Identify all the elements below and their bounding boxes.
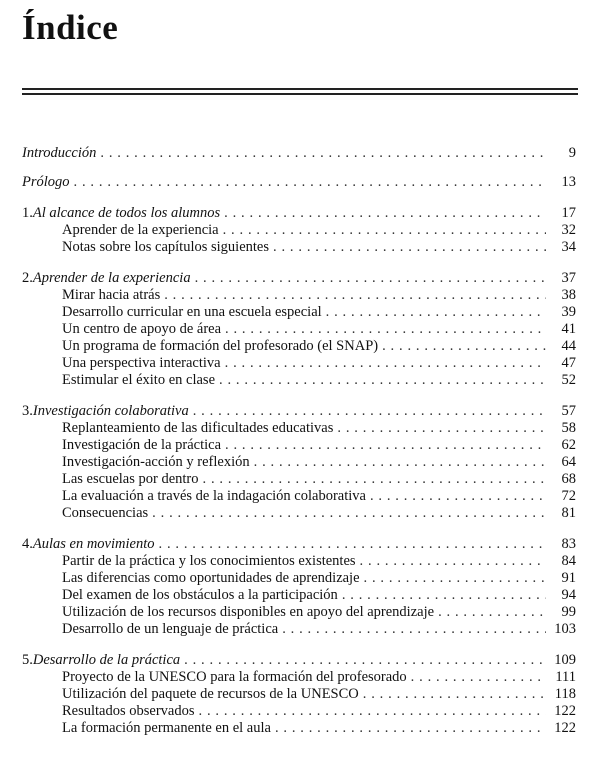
toc-section-heading[interactable] <box>22 403 576 420</box>
dot-leader <box>74 174 546 191</box>
page-number: 118 <box>554 686 576 702</box>
dot-leader <box>438 604 546 621</box>
toc-subentry[interactable] <box>22 321 576 338</box>
page-number: 91 <box>561 570 576 586</box>
page-number: 9 <box>568 145 576 161</box>
dot-leader <box>159 536 547 553</box>
dot-leader <box>219 372 546 389</box>
dot-leader <box>223 222 546 239</box>
toc-subentry[interactable] <box>22 287 576 304</box>
dot-leader <box>360 553 546 570</box>
page-number: 68 <box>561 471 576 487</box>
toc-section-heading[interactable] <box>22 174 576 191</box>
dot-leader <box>152 505 546 522</box>
dot-leader <box>337 420 546 437</box>
entry-title: La evaluación a través de la indagación colaborativa <box>62 488 366 504</box>
dot-leader <box>273 239 546 256</box>
page-number: 52 <box>561 372 576 388</box>
dot-leader <box>370 488 546 505</box>
dot-leader <box>184 652 546 669</box>
toc-section-heading[interactable] <box>22 270 576 287</box>
toc-subentry[interactable] <box>22 338 576 355</box>
entry-title: Resultados observados <box>62 703 195 719</box>
table-of-contents <box>22 145 576 737</box>
entry-title: Estimular el éxito en clase <box>62 372 216 388</box>
dot-leader <box>411 669 546 686</box>
section-gap <box>22 191 576 205</box>
toc-subentry[interactable] <box>22 471 576 488</box>
dot-leader <box>100 145 546 162</box>
entry-title: Partir de la práctica y los conocimientos existentes <box>62 553 356 569</box>
dot-leader <box>225 355 546 372</box>
page-number: 99 <box>561 604 576 620</box>
entry-title: La formación permanente en el aula <box>62 720 271 736</box>
dot-leader <box>225 437 546 454</box>
entry-title: Las diferencias como oportunidades de aprendizaje <box>62 570 360 586</box>
chapter-number: 3. <box>22 403 33 419</box>
page-number: 39 <box>561 304 576 320</box>
entry-title: Una perspectiva interactiva <box>62 355 221 371</box>
section-gap <box>22 522 576 536</box>
toc-subentry[interactable] <box>22 703 576 720</box>
toc-subentry[interactable] <box>22 304 576 321</box>
entry-title: Investigación-acción y reflexión <box>62 454 250 470</box>
page-number: 84 <box>561 553 576 569</box>
page-number: 83 <box>561 536 576 552</box>
toc-subentry[interactable] <box>22 454 576 471</box>
entry-title: Mirar hacia atrás <box>62 287 161 303</box>
page-number: 81 <box>561 505 576 521</box>
entry-title: Un programa de formación del profesorado (el SNAP) <box>62 338 379 354</box>
page-number: 44 <box>561 338 576 354</box>
page-number: 57 <box>561 403 576 419</box>
entry-title: Desarrollo curricular en una escuela especial <box>62 304 322 320</box>
entry-title: Investigación de la práctica <box>62 437 222 453</box>
section-gap <box>22 256 576 270</box>
toc-subentry[interactable] <box>22 505 576 522</box>
entry-title: Del examen de los obstáculos a la participación <box>62 587 338 603</box>
entry-title: Introducción <box>22 145 97 161</box>
toc-subentry[interactable] <box>22 239 576 256</box>
dot-leader <box>326 304 546 321</box>
page-number: 13 <box>561 174 576 190</box>
title-rule-bottom <box>22 93 578 95</box>
page-number: 72 <box>561 488 576 504</box>
entry-title: Replanteamiento de las dificultades educativas <box>62 420 334 436</box>
dot-leader <box>193 403 546 420</box>
dot-leader <box>363 686 546 703</box>
page-number: 47 <box>561 355 576 371</box>
entry-title: Desarrollo de un lenguaje de práctica <box>62 621 279 637</box>
toc-subentry[interactable] <box>22 621 576 638</box>
entry-title: Proyecto de la UNESCO para la formación del profesorado <box>62 669 407 685</box>
entry-title: Utilización de los recursos disponibles en apoyo del aprendizaje <box>62 604 435 620</box>
toc-subentry[interactable] <box>22 686 576 703</box>
chapter-number: 1. <box>22 205 33 221</box>
page-number: 62 <box>561 437 576 453</box>
toc-subentry[interactable] <box>22 372 576 389</box>
toc-section-heading[interactable] <box>22 145 576 162</box>
entry-title: Aulas en movimiento <box>32 536 155 552</box>
dot-leader <box>282 621 546 638</box>
entry-title: Notas sobre los capítulos siguientes <box>62 239 270 255</box>
section-gap <box>22 389 576 403</box>
entry-title: Un centro de apoyo de área <box>62 321 222 337</box>
toc-subentry[interactable] <box>22 570 576 587</box>
entry-title: Prólogo <box>22 174 70 190</box>
page-number: 64 <box>561 454 576 470</box>
chapter-number: 5. <box>22 652 33 668</box>
section-gap <box>22 638 576 652</box>
page-number: 103 <box>554 621 576 637</box>
dot-leader <box>195 270 546 287</box>
entry-title: Investigación colaborativa <box>32 403 189 419</box>
dot-leader <box>254 454 546 471</box>
page-number: 17 <box>561 205 576 221</box>
toc-subentry[interactable] <box>22 355 576 372</box>
page-number: 109 <box>554 652 576 668</box>
toc-subentry[interactable] <box>22 587 576 604</box>
toc-subentry[interactable] <box>22 437 576 454</box>
dot-leader <box>224 205 546 222</box>
entry-title: Al alcance de todos los alumnos <box>32 205 221 221</box>
page-number: 111 <box>555 669 576 685</box>
toc-subentry[interactable] <box>22 669 576 686</box>
entry-title: Las escuelas por dentro <box>62 471 199 487</box>
page-number: 34 <box>561 239 576 255</box>
entry-title: Desarrollo de la práctica <box>32 652 181 668</box>
toc-section-heading[interactable] <box>22 536 576 553</box>
toc-subentry[interactable] <box>22 720 576 737</box>
page-title: Índice <box>22 8 119 47</box>
toc-subentry[interactable] <box>22 222 576 239</box>
chapter-number: 2. <box>22 270 33 286</box>
page-number: 58 <box>561 420 576 436</box>
dot-leader <box>275 720 546 737</box>
toc-subentry[interactable] <box>22 488 576 505</box>
page-number: 38 <box>561 287 576 303</box>
toc-section-heading[interactable] <box>22 205 576 222</box>
toc-subentry[interactable] <box>22 420 576 437</box>
toc-subentry[interactable] <box>22 553 576 570</box>
page-number: 94 <box>561 587 576 603</box>
dot-leader <box>342 587 546 604</box>
dot-leader <box>199 703 547 720</box>
dot-leader <box>203 471 547 488</box>
dot-leader <box>382 338 546 355</box>
toc-section-heading[interactable] <box>22 652 576 669</box>
toc-subentry[interactable] <box>22 604 576 621</box>
entry-title: Consecuencias <box>62 505 149 521</box>
section-gap <box>22 162 576 174</box>
entry-title: Utilización del paquete de recursos de la UNESCO <box>62 686 359 702</box>
page-number: 122 <box>554 703 576 719</box>
chapter-number: 4. <box>22 536 33 552</box>
dot-leader <box>164 287 546 304</box>
entry-title: Aprender de la experiencia <box>62 222 219 238</box>
page-number: 32 <box>561 222 576 238</box>
dot-leader <box>364 570 546 587</box>
page-number: 37 <box>561 270 576 286</box>
dot-leader <box>225 321 546 338</box>
page-number: 122 <box>554 720 576 736</box>
page-number: 41 <box>561 321 576 337</box>
title-rule-top <box>22 88 578 90</box>
entry-title: Aprender de la experiencia <box>32 270 191 286</box>
